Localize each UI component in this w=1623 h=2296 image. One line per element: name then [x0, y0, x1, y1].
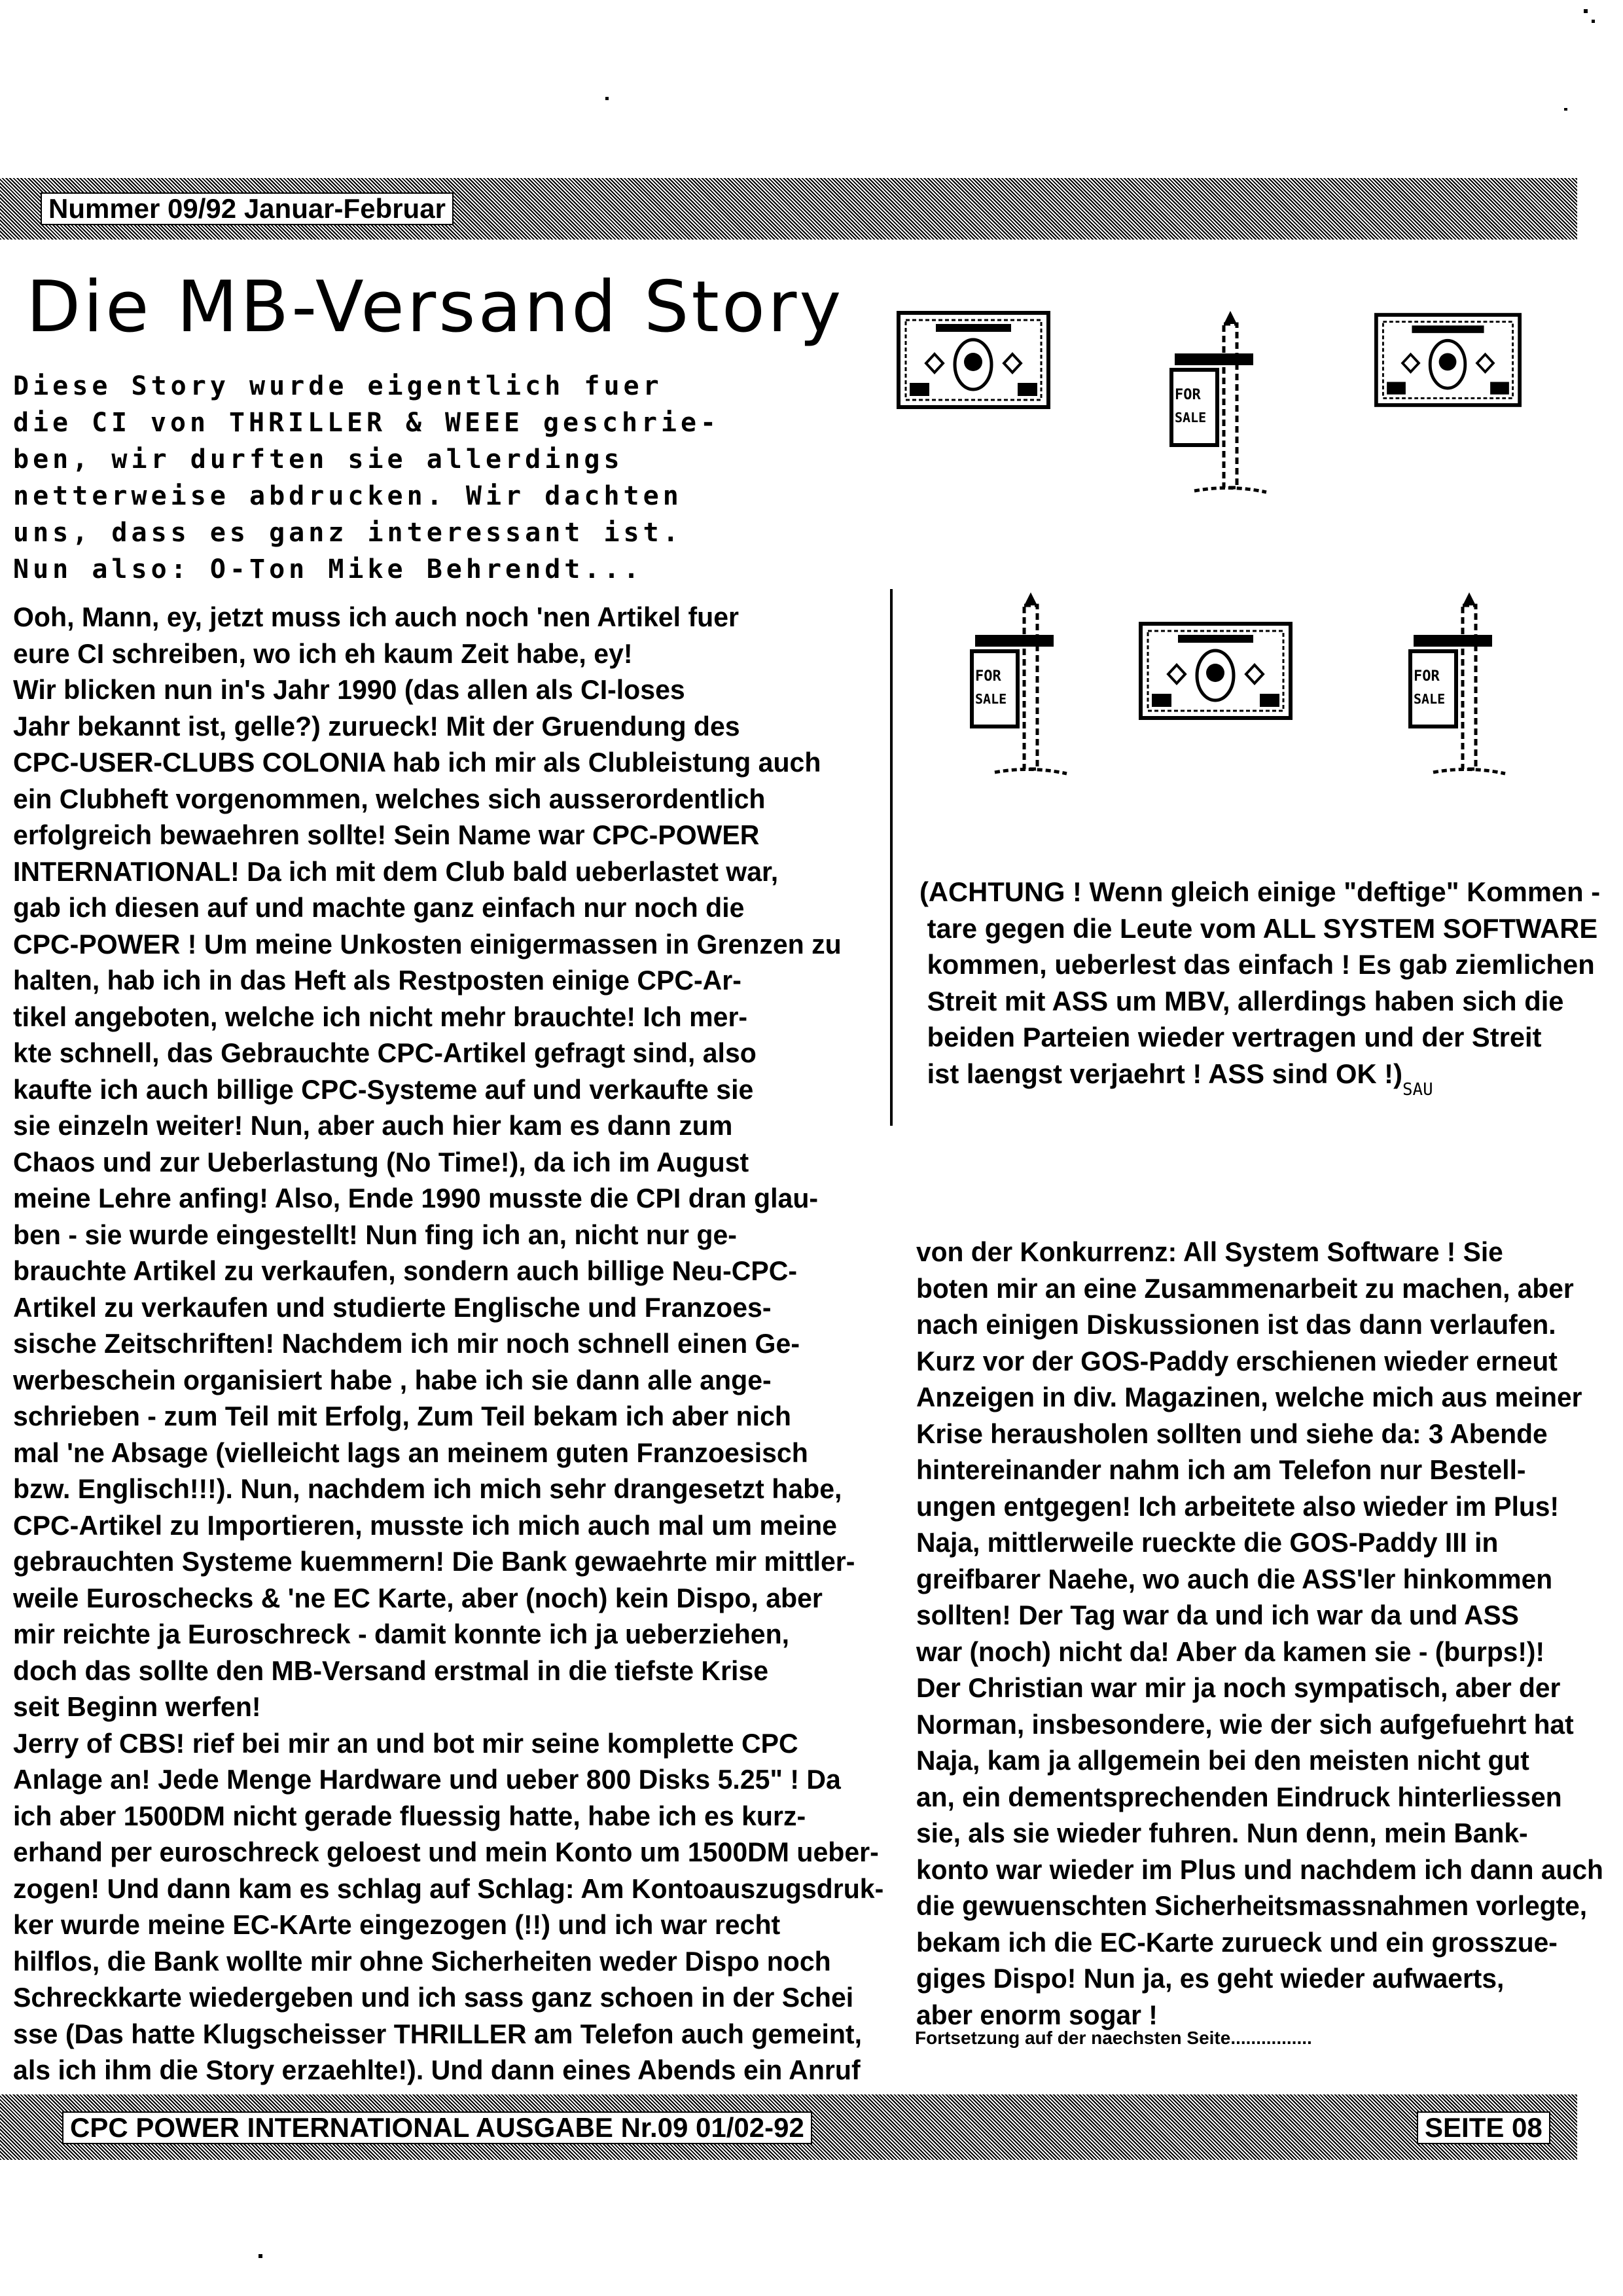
dollar-bill-icon: [1139, 622, 1293, 720]
intro-line: Nun also: O-Ton Mike Behrendt...: [13, 554, 643, 584]
scan-speck: [1592, 20, 1595, 23]
note-text: (ACHTUNG ! Wenn gleich einige "deftige" Kommen - tare gegen die Leute vom ALL SYSTEM SOFTWARE kommen, ueberlest das einfach ! Es gab ziemlichen Streit mit ASS um MBV, allerdings haben sich die beiden Parteien wieder vertragen und der Streit ist laengst verjaehrt ! ASS sind OK !): [919, 876, 1601, 1089]
note-signature: SAU: [1402, 1079, 1433, 1100]
right-column-text: von der Konkurrenz: All System Software ! Sie boten mir an eine Zusammenarbeit zu machen, aber nach einigen Diskussionen ist das dann verlaufen. Kurz vor der GOS-Paddy erschienen wieder erneut Anzeigen in div. Magazinen, welche mich aus meiner Krise herausholen sollten und siehe da: 3 Abende hintereinander nahm ich am Telefon nur Bestell- ungen entgegen! Ich arbeitete also wieder im Plus! Naja, mittlerweile rueckte die GOS-Paddy III in greifbarer Naehe, wo auch die ASS'ler hinkommen sollten! Der Tag war da und ich war da und ASS war (noch) nicht da! Aber da kamen sie - (burps!)! Der Christian war mir ja noch sympatisch, aber der Norman, insbesondere, wie der sich aufgefuehrt hat Naja, kam ja allgemein bei den meisten nicht gut an, ein dementsprechenden Eindruck hinterliessen sie, als sie wieder fuhren. Nun denn, mein Bank- konto war wieder im Plus und nachdem ich dann auch die gewuenschten Sicherheitsmassnahmen vorlegte, bekam ich die EC-Karte zurueck und ein grosszue- giges Dispo! Nun ja, es geht wieder aufwaerts, aber enorm sogar !: [916, 1236, 1603, 2030]
for-sale-sign-icon: [955, 589, 1073, 785]
intro-line: Diese Story wurde eigentlich fuer: [13, 371, 663, 401]
for-sale-sign-icon: [1394, 589, 1512, 785]
scan-speck: [605, 97, 609, 100]
article-title: Die MB-Versand Story: [26, 266, 844, 348]
column-divider: [890, 589, 893, 1126]
intro-line: ben, wir durften sie allerdings: [13, 444, 624, 475]
header-bar: [0, 178, 1577, 240]
svg-text:FOR: FOR: [1175, 387, 1201, 403]
intro-line: uns, dass es ganz interessant ist.: [13, 518, 683, 548]
publication-label: CPC POWER INTERNATIONAL AUSGABE Nr.09 01/02-92: [62, 2111, 812, 2144]
dollar-bill-icon: [897, 311, 1050, 409]
editorial-note: [919, 874, 1601, 1100]
page-number: SEITE 08: [1417, 2111, 1550, 2144]
intro-line: netterweise abdrucken. Wir dachten: [13, 481, 683, 511]
svg-text:SALE: SALE: [1175, 410, 1207, 425]
scan-speck: [1584, 9, 1588, 13]
intro-line: die CI von THRILLER & WEEE geschrie-: [13, 408, 720, 438]
dollar-bill-icon: [1374, 311, 1522, 409]
svg-text:FOR: FOR: [975, 668, 1001, 685]
left-column-text: Ooh, Mann, ey, jetzt muss ich auch noch 'nen Artikel fuer eure CI schreiben, wo ich eh kaum Zeit habe, ey! Wir blicken nun in's Jahr 1990 (das allen als CI-loses Jahr bekannt ist, gelle?) zurueck! Mit der Gruendung des CPC-USER-CLUBS COLONIA hab ich mir als Clubleistung auch ein Clubheft vorgenommen, welches sich ausserordentlich erfolgreich bewaehren sollte! Sein Name war CPC-POWER INTERNATIONAL! Da ich mit dem Club bald ueberlastet war, gab ich diesen auf und machte ganz einfach nur noch die CPC-POWER ! Um meine Unkosten einigermassen in Grenzen zu halten, hab ich in das Heft als Restposten einige CPC-Ar- tikel angeboten, welche ich nicht mehr brauchte! Ich mer- kte schnell, das Gebrauchte CPC-Artikel gefragt sind, also kaufte ich auch billige CPC-Systeme auf und verkaufte sie sie einzeln weiter! Nun, aber auch hier kam es dann zum Chaos und zur Ueberlastung (No Time!), da ich im August meine Lehre anfing! Also, Ende 1990 musste die CPI dran glau- ben - sie wurde eingestellt! Nun fing ich an, nicht nur ge- brauchte Artikel zu verkaufen, sondern auch billige Neu-CPC- Artikel zu verkaufen und studierte Englische und Franzoes- sische Zeitschriften! Nachdem ich mir noch schnell einen Ge- werbeschein organisiert habe , habe ich sie dann alle ange- schrieben - zum Teil mit Erfolg, Zum Teil bekam ich aber nich mal 'ne Absage (vielleicht lags an meinem guten Franzoesisch bzw. Englisch!!!). Nun, nachdem ich mich sehr drangesetzt habe, CPC-Artikel zu Importieren, musste ich mich auch mal um meine gebrauchten Systeme kuemmern! Die Bank gewaehrte mir mittler- weile Euroschecks & 'ne EC Karte, aber (noch) kein Dispo, aber mir reichte ja Euroschreck - damit konnte ich ja ueberziehen, doch das sollte den MB-Versand erstmal in die tiefste Krise seit Beginn werfen! Jerry of CBS! rief bei mir an und bot mir seine komplette CPC Anlage an! Jede Menge Hardware und ueber 800 Disks 5.25" ! Da ich aber 1500DM nicht gerade fluessig hatte, habe ich es kurz- erhand per euroschreck geloest und mein Konto um 1500DM ueber- zogen! Und dann kam es schlag auf Schlag: Am Kontoauszugsdruk- ker wurde meine EC-KArte eingezogen (!!) und ich war recht hilflos, die Bank wollte mir ohne Sicherheiten weder Dispo noch Schreckkarte wiedergeben und ich sass ganz schoen in der Schei sse (Das hatte Klugscheisser THRILLER am Telefon auch gemeint, als ich ihm die Story erzaehlte!). Und dann eines Abends ein Anruf: [13, 601, 884, 2085]
svg-text:SALE: SALE: [975, 691, 1007, 707]
for-sale-sign-icon: [1155, 308, 1273, 504]
continuation-note: Fortsetzung auf der naechsten Seite................: [915, 2028, 1312, 2048]
svg-text:SALE: SALE: [1414, 691, 1446, 707]
issue-label: Nummer 09/92 Januar-Februar: [41, 192, 454, 225]
svg-text:FOR: FOR: [1414, 668, 1440, 685]
scan-speck: [1564, 108, 1567, 111]
scan-speck: [259, 2254, 262, 2258]
footer-bar: [0, 2094, 1577, 2160]
